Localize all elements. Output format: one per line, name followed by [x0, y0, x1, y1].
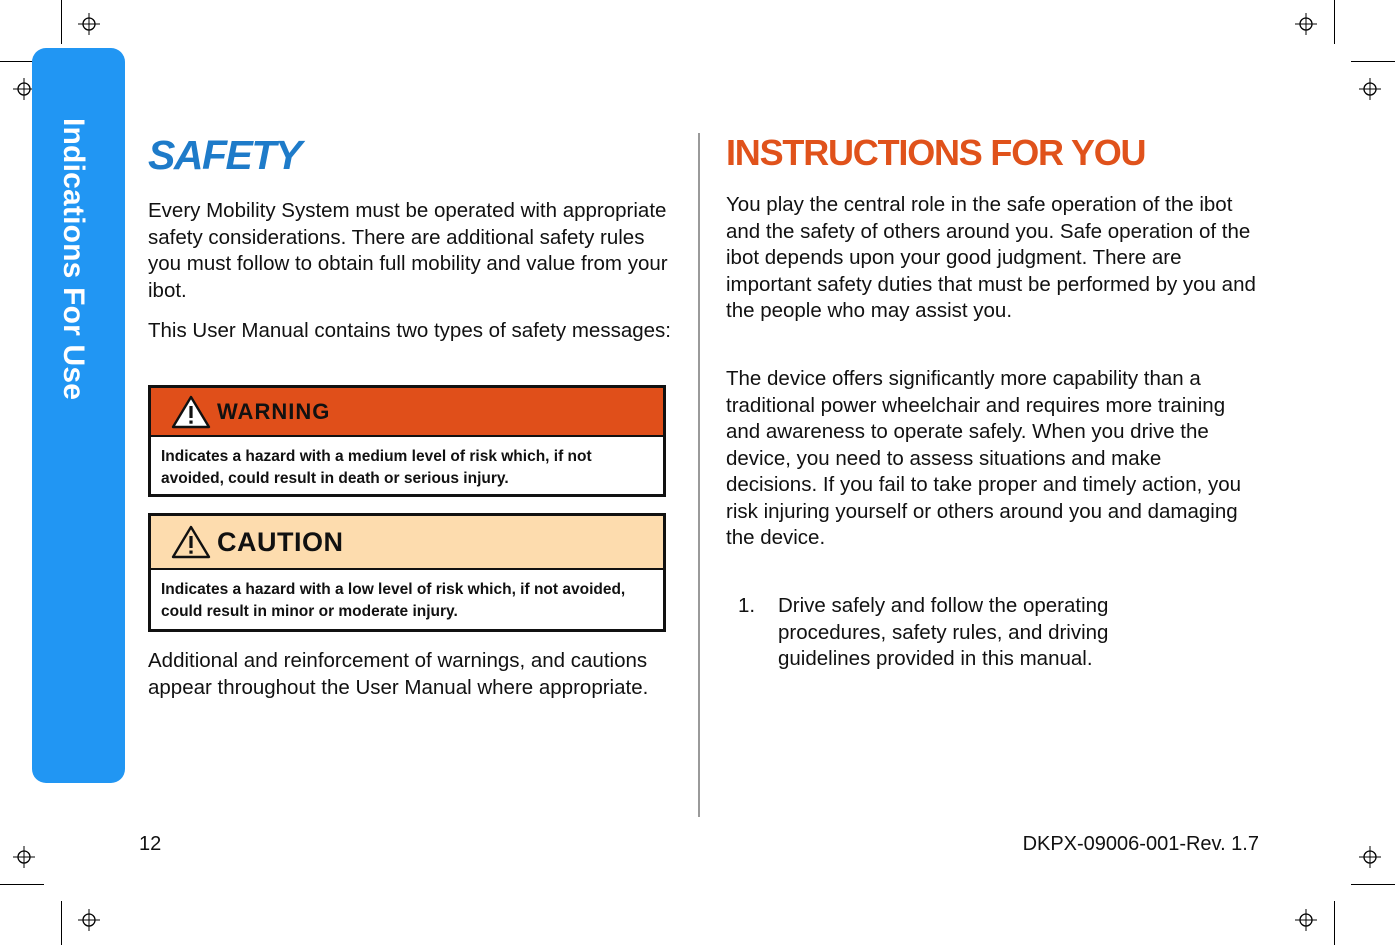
warning-header	[151, 388, 663, 437]
registration-mark-icon	[1359, 846, 1381, 868]
crop-mark	[1351, 884, 1395, 885]
caution-box	[148, 513, 666, 632]
crop-mark	[0, 884, 44, 885]
crop-mark	[61, 0, 62, 44]
registration-mark-icon	[78, 909, 100, 931]
caution-header	[151, 516, 663, 570]
registration-mark-icon	[1295, 13, 1317, 35]
warning-triangle-icon	[171, 395, 211, 429]
warning-text: Indicates a hazard with a medium level of risk which, if not avoided, could result in death or serious injury.	[161, 448, 592, 487]
instructions-paragraph-2: The device offers significantly more capability than a traditional power wheelchair and requires more training and awareness to operate safely. When you drive the device, you need to assess situations and make decisions. If you fail to take proper and timely action, you risk injuring yourself or others around you and damaging the device.	[726, 367, 1242, 549]
instructions-paragraph-1: You play the central role in the safe operation of the ibot and the safety of others around you. Safe operation of the ibot depends upon your good judgment. There are important safety duties that must be performed by you and the people who may assist you.	[726, 193, 1256, 322]
caution-text: Indicates a hazard with a low level of risk which, if not avoided, could result in minor or moderate injury.	[161, 581, 626, 620]
crop-mark	[1334, 0, 1335, 44]
list-item-text: Drive safely and follow the operating procedures, safety rules, and driving guidelines provided in this manual.	[778, 594, 1109, 670]
safety-types-paragraph: This User Manual contains two types of safety messages:	[148, 319, 671, 342]
crop-mark	[61, 901, 62, 945]
caution-triangle-icon	[171, 525, 211, 559]
registration-mark-icon	[13, 846, 35, 868]
reinforcement-paragraph: Additional and reinforcement of warnings, and cautions appear throughout the User Manual where appropriate.	[148, 649, 649, 699]
registration-mark-icon	[1359, 78, 1381, 100]
warning-box	[148, 385, 666, 497]
column-divider	[698, 133, 700, 817]
page-number: 12	[139, 833, 162, 855]
list-item-number: 1.	[738, 594, 756, 617]
crop-mark	[1351, 61, 1395, 62]
safety-intro-paragraph: Every Mobility System must be operated with appropriate safety considerations. There are additional safety rules you must follow to obtain full mobility and value from your ibot.	[148, 199, 668, 302]
registration-mark-icon	[78, 13, 100, 35]
instructions-heading: INSTRUCTIONS FOR YOU	[726, 132, 1146, 173]
warning-title: WARNING	[217, 398, 331, 424]
side-tab-label: Indications For Use	[57, 118, 90, 401]
caution-title: CAUTION	[217, 526, 344, 557]
crop-mark	[1334, 901, 1335, 945]
registration-mark-icon	[1295, 909, 1317, 931]
document-id: DKPX-09006-001-Rev. 1.7	[1022, 833, 1259, 855]
safety-heading: SAFETY	[148, 132, 301, 178]
